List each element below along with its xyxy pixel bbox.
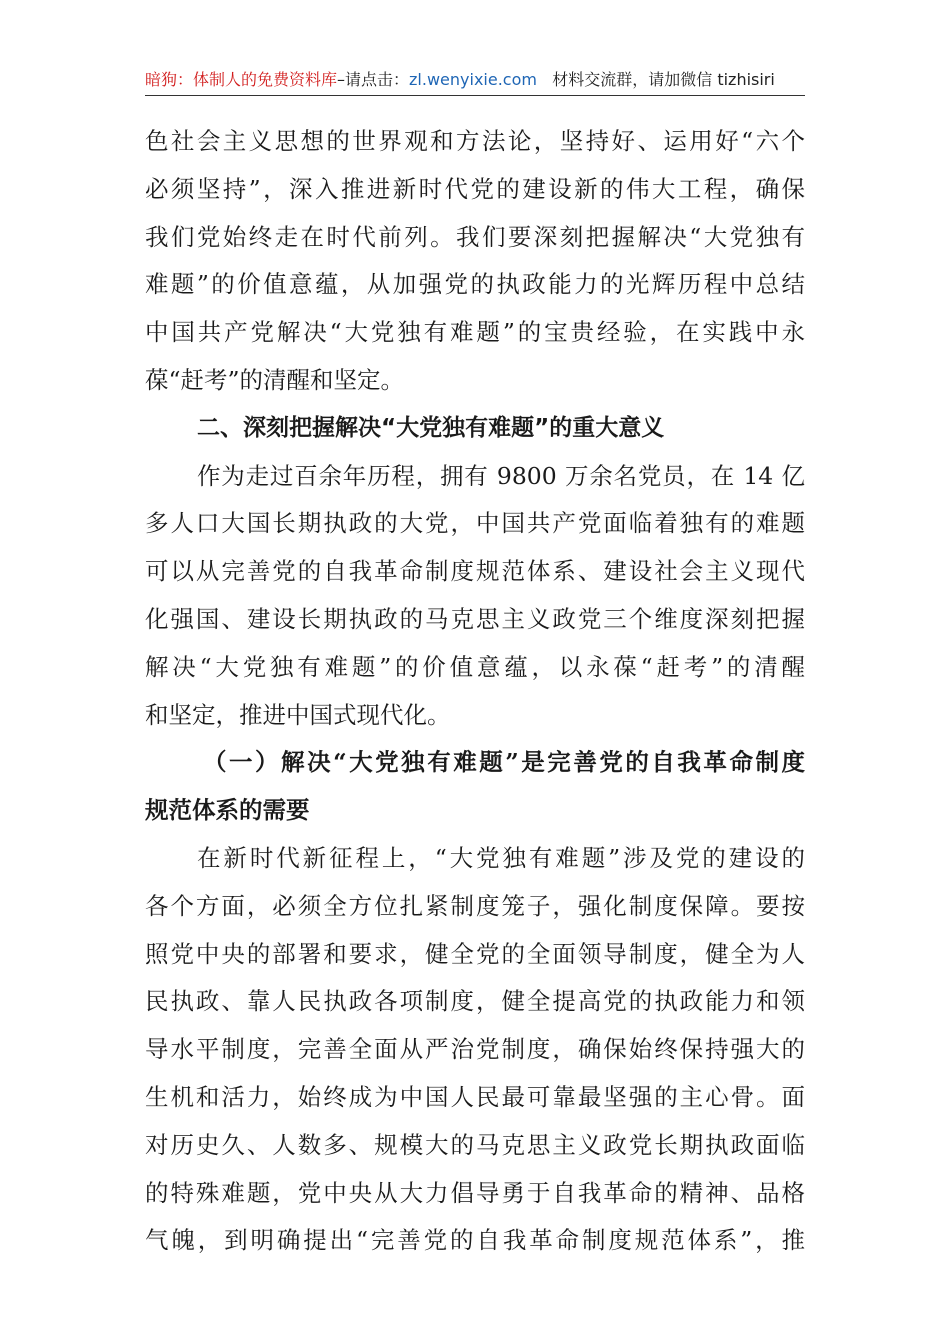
header-wechat-note: 材料交流群，请加微信 tizhisiri [552,70,775,89]
paragraph-line: 多人口大国长期执政的大党，中国共产党面临着独有的难题 [145,509,805,538]
paragraph-line: 难题”的价值意蕴，从加强党的执政能力的光辉历程中总结 [145,270,805,299]
paragraph-line: 气魄，到明确提出“完善党的自我革命制度规范体系”，推 [145,1226,805,1255]
header-site-name: 暗狗：体制人的免费资料库 [145,70,338,89]
paragraph-line: 化强国、建设长期执政的马克思主义政党三个维度深刻把握 [145,604,805,633]
paragraph-line: 解决“大党独有难题”的价值意蕴，以永葆“赶考”的清醒 [145,652,805,681]
paragraph-line: 各个方面，必须全方位扎紧制度笼子，强化制度保障。要按 [145,891,805,920]
header-divider [145,95,805,96]
paragraph-line: 导水平制度，完善全面从严治党制度，确保始终保持强大的 [145,1035,805,1064]
paragraph-line: 民执政、靠人民执政各项制度，健全提高党的执政能力和领 [145,987,805,1016]
paragraph-line: 生机和活力，始终成为中国人民最可靠最坚强的主心骨。面 [145,1082,805,1111]
paragraph-line: 照党中央的部署和要求，健全党的全面领导制度，健全为人 [145,939,805,968]
paragraph-line: 可以从完善党的自我革命制度规范体系、建设社会主义现代 [145,557,805,586]
header-url-link[interactable]: zl.wenyixie.com [409,70,537,89]
paragraph-line: 我们党始终走在时代前列。我们要深刻把握解决“大党独有 [145,222,805,251]
page-header [145,64,805,96]
header-click-prompt: –请点击： [337,70,410,89]
paragraph-line: 对历史久、人数多、规模大的马克思主义政党长期执政面临 [145,1130,805,1159]
document-body [145,118,805,1265]
paragraph-line: 在新时代新征程上，“大党独有难题”涉及党的建设的 [197,843,805,872]
paragraph-line: 色社会主义思想的世界观和方法论，坚持好、运用好“六个 [145,127,805,155]
subsection-heading: 规范体系的需要 [145,796,310,825]
paragraph-line: 葆“赶考”的清醒和坚定。 [145,365,405,394]
paragraph-line: 中国共产党解决“大党独有难题”的宝贵经验，在实践中永 [145,318,805,347]
paragraph-line: 的特殊难题，党中央从大力倡导勇于自我革命的精神、品格 [145,1178,805,1207]
section-heading: 二、深刻把握解决“大党独有难题”的重大意义 [197,414,665,441]
subsection-heading: （一）解决“大党独有难题”是完善党的自我革命制度 [203,748,805,777]
paragraph-line: 和坚定，推进中国式现代化。 [145,700,451,729]
paragraph-line: 必须坚持”，深入推进新时代党的建设新的伟大工程，确保 [145,174,805,203]
paragraph-line: 作为走过百余年历程，拥有 9800 万余名党员，在 14 亿 [197,461,805,490]
